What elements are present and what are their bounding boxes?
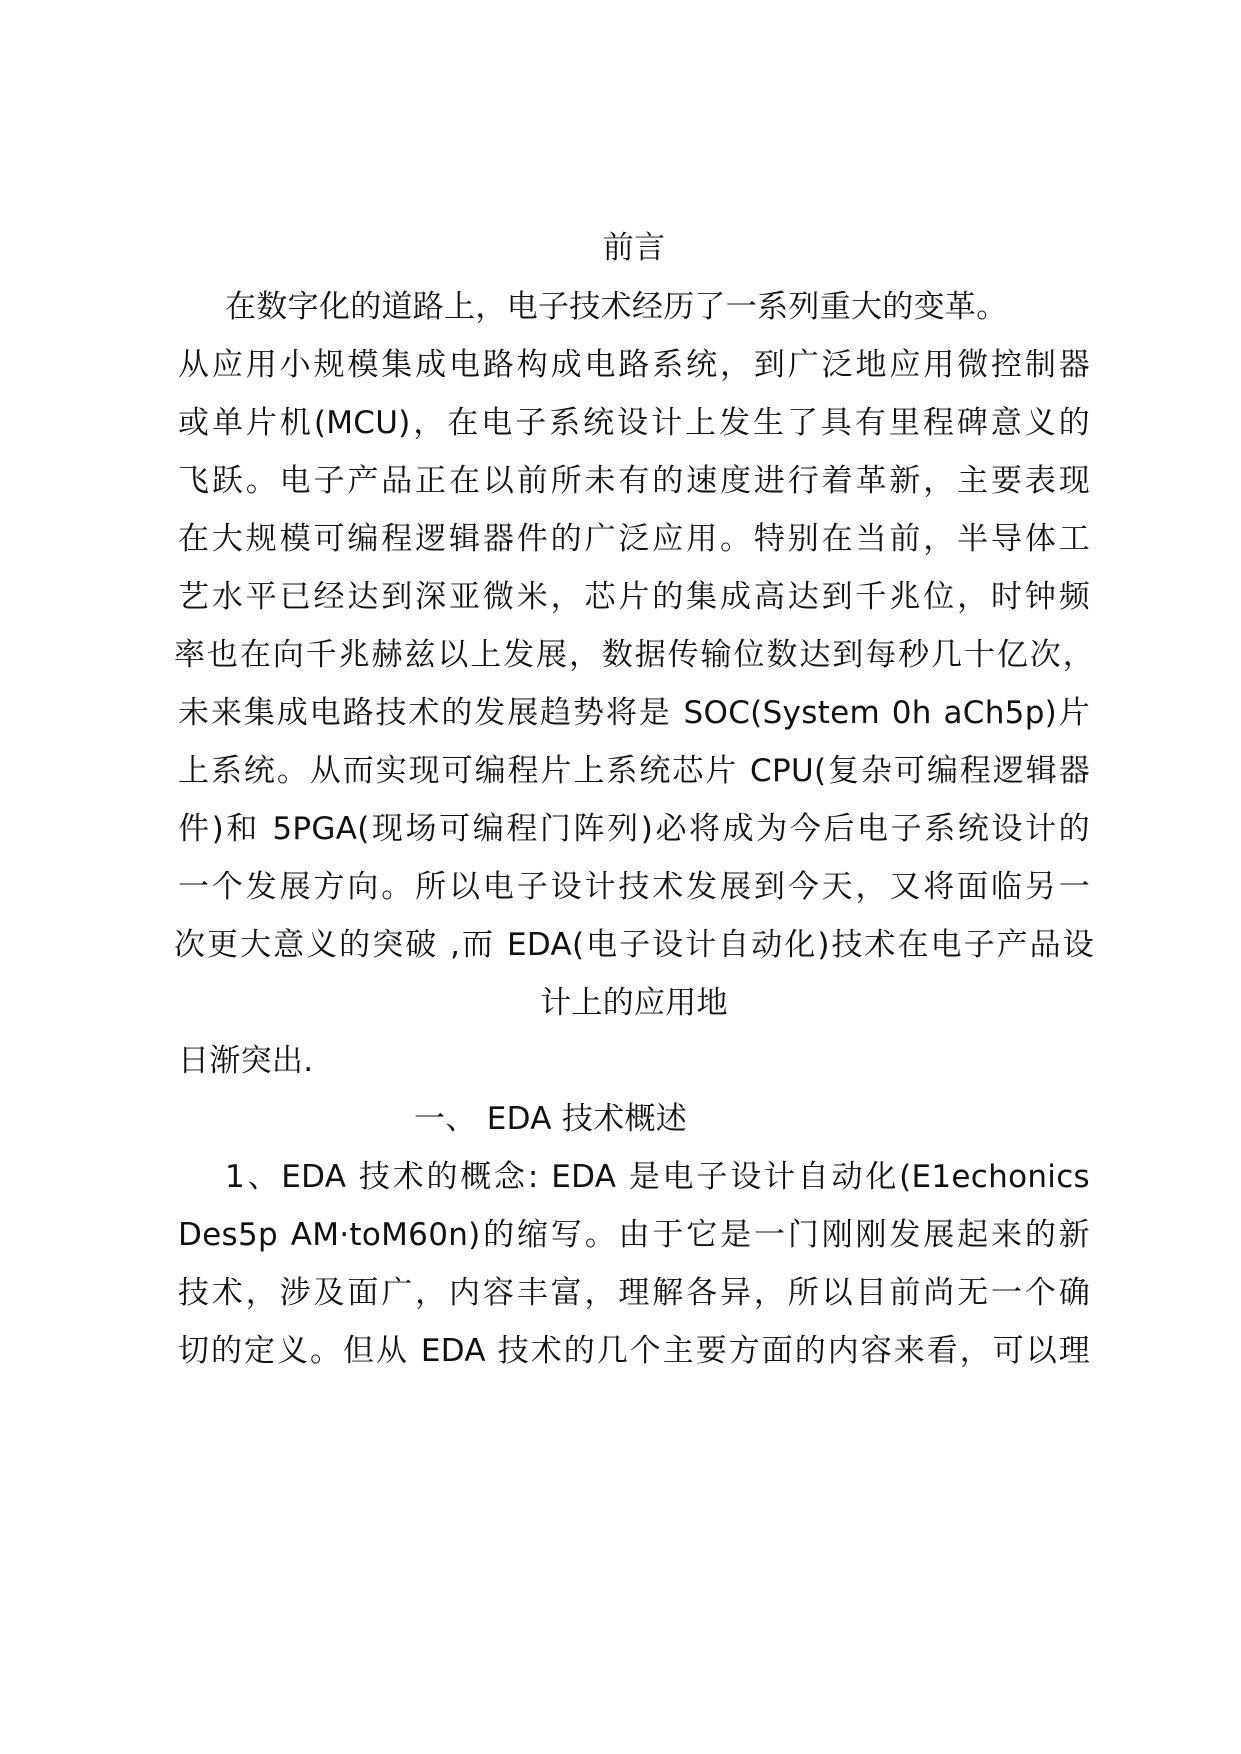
paragraph-line: 1、EDA 技术的概念: EDA 是电子设计自动化(E1echonics xyxy=(225,1159,1090,1195)
paragraph-line: 在大规模可编程逻辑器件的广泛应用。特别在当前，半导体工 xyxy=(178,521,1090,557)
paragraph-line: 飞跃。电子产品正在以前所未有的速度进行着革新，主要表现 xyxy=(178,463,1090,499)
section-heading: 一、 EDA 技术概述 xyxy=(414,1101,688,1137)
paragraph-line: 上系统。从而实现可编程片上系统芯片 CPU(复杂可编程逻辑器 xyxy=(178,753,1090,789)
paragraph-line: 件)和 5PGA(现场可编程门阵列)必将成为今后电子系统设计的 xyxy=(178,811,1090,847)
paragraph-line: 在数字化的道路上，电子技术经历了一系列重大的变革。 xyxy=(225,289,1008,325)
paragraph-line: 未来集成电路技术的发展趋势将是 SOC(System 0h aCh5p)片 xyxy=(178,695,1090,731)
paragraph-line: 次更大意义的突破 ,而 EDA(电子设计自动化)技术在电子产品设 xyxy=(174,927,1094,963)
paragraph-line: 或单片机(MCU)，在电子系统设计上发生了具有里程碑意义的 xyxy=(178,405,1090,441)
paragraph-line: 一个发展方向。所以电子设计技术发展到今天，又将面临另一 xyxy=(178,869,1090,905)
paragraph-line: Des5p AM·toM60n)的缩写。由于它是一门刚刚发展起来的新 xyxy=(178,1217,1090,1253)
paragraph-line: 艺水平已经达到深亚微米，芯片的集成高达到千兆位，时钟频 xyxy=(178,579,1090,615)
paragraph-line: 日渐突出. xyxy=(178,1043,314,1079)
paragraph-line: 从应用小规模集成电路构成电路系统，到广泛地应用微控制器 xyxy=(178,347,1090,383)
paragraph-line: 率也在向千兆赫兹以上发展，数据传输位数达到每秒几十亿次， xyxy=(174,637,1094,673)
page-title: 前言 xyxy=(602,230,666,266)
paragraph-line: 技术，涉及面广，内容丰富，理解各异，所以目前尚无一个确 xyxy=(178,1275,1090,1311)
paragraph-line: 计上的应用地 xyxy=(540,985,728,1021)
paragraph-line: 切的定义。但从 EDA 技术的几个主要方面的内容来看，可以理 xyxy=(178,1333,1090,1369)
